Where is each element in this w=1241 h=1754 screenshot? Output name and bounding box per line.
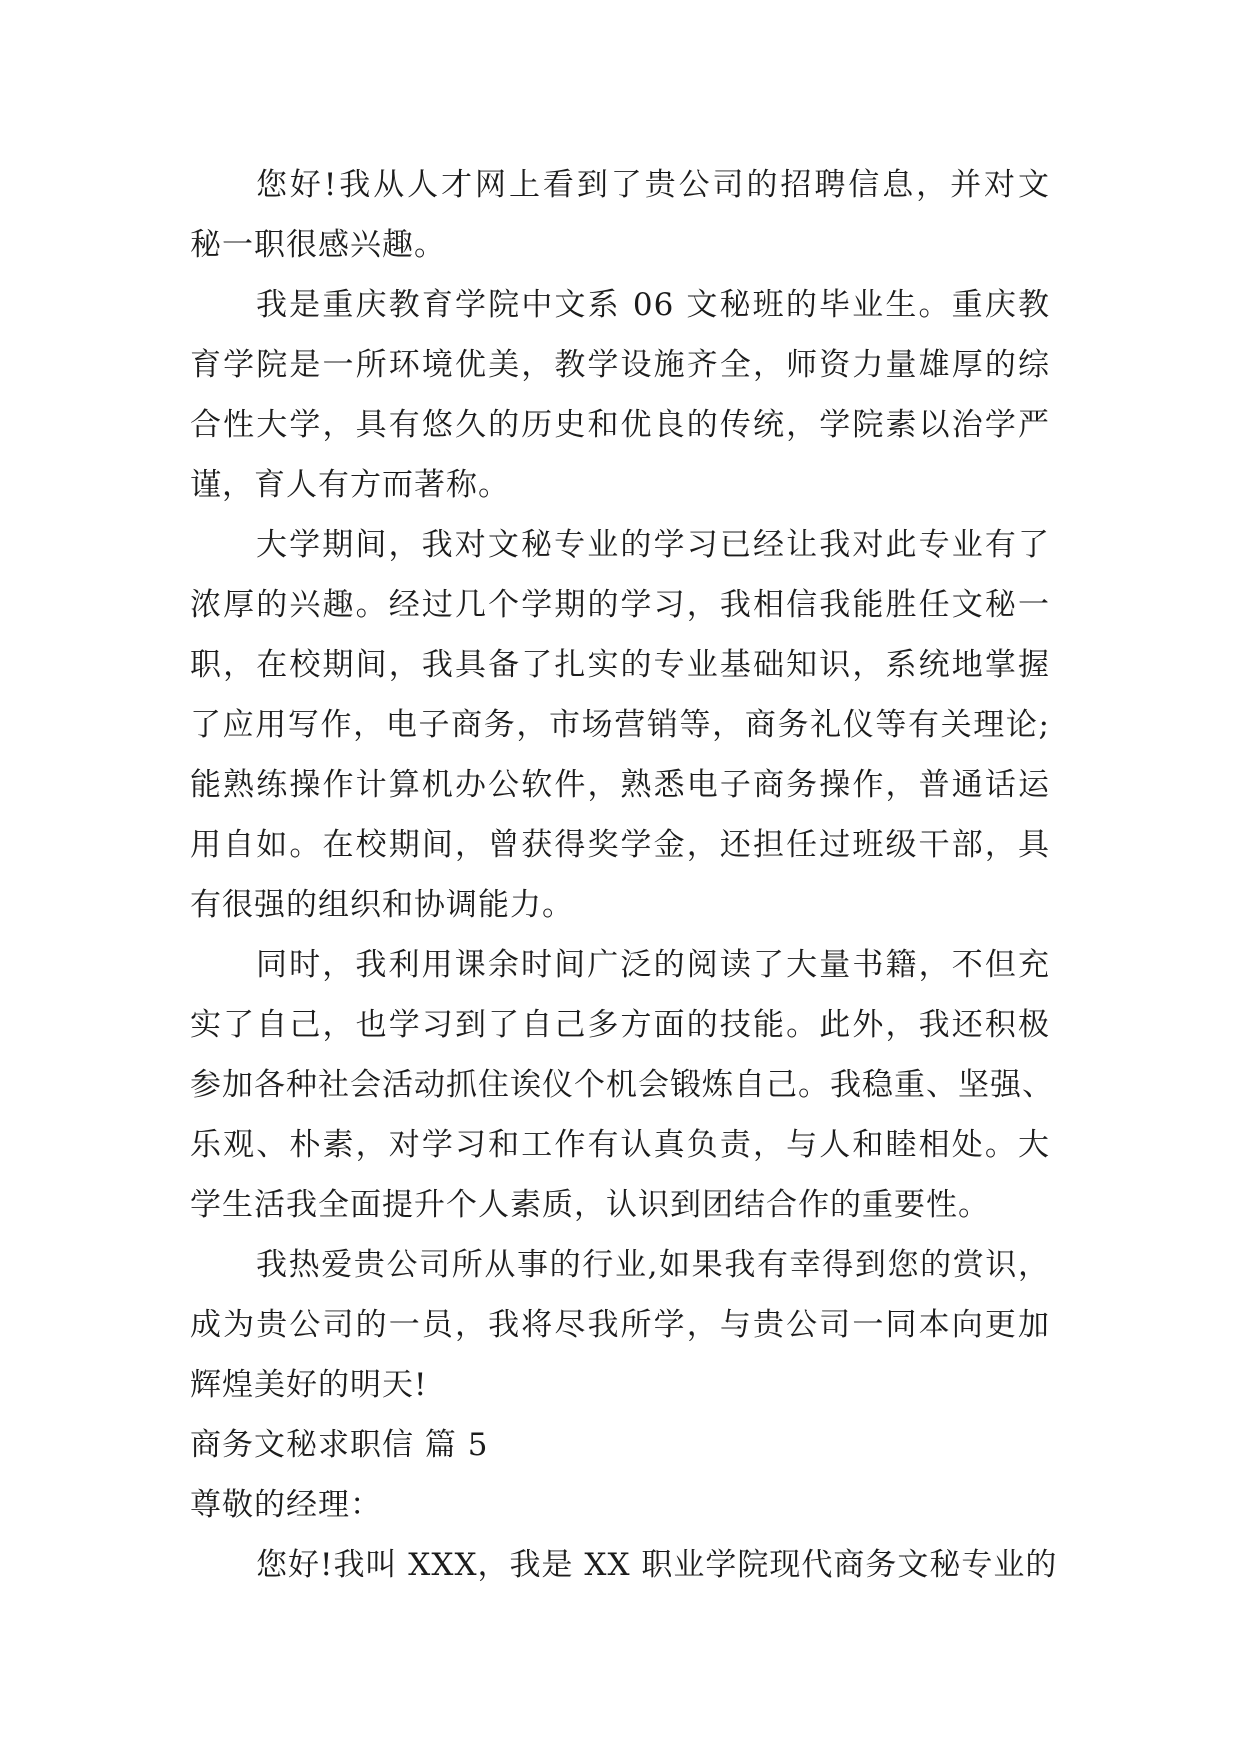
text-line: 乐观、朴素，对学习和工作有认真负责，与人和睦相处。大 bbox=[190, 1127, 1050, 1163]
text-line: 秘一职很感兴趣。 bbox=[190, 227, 446, 263]
text-line: 学生活我全面提升个人素质，认识到团结合作的重要性。 bbox=[190, 1187, 990, 1223]
text-line: 实了自己，也学习到了自己多方面的技能。此外，我还积极 bbox=[190, 1007, 1050, 1043]
text-line: 您好!我叫 XXX，我是 XX 职业学院现代商务文秘专业的 bbox=[256, 1547, 1058, 1583]
text-line: 浓厚的兴趣。经过几个学期的学习，我相信我能胜任文秘一 bbox=[190, 587, 1050, 623]
text-line: 辉煌美好的明天! bbox=[190, 1367, 428, 1403]
text-line: 能熟练操作计算机办公软件，熟悉电子商务操作，普通话运 bbox=[190, 767, 1050, 803]
text-line: 合性大学，具有悠久的历史和优良的传统，学院素以治学严 bbox=[190, 407, 1050, 443]
text-line: 职，在校期间，我具备了扎实的专业基础知识，系统地掌握 bbox=[190, 647, 1050, 683]
text-line: 用自如。在校期间，曾获得奖学金，还担任过班级干部，具 bbox=[190, 827, 1050, 863]
text-line: 育学院是一所环境优美，教学设施齐全，师资力量雄厚的综 bbox=[190, 347, 1050, 383]
text-line: 成为贵公司的一员，我将尽我所学，与贵公司一同本向更加 bbox=[190, 1307, 1050, 1343]
text-line: 我是重庆教育学院中文系 06 文秘班的毕业生。重庆教 bbox=[256, 287, 1050, 323]
text-line: 谨，育人有方而著称。 bbox=[190, 467, 510, 503]
text-line: 大学期间，我对文秘专业的学习已经让我对此专业有了 bbox=[256, 527, 1050, 563]
text-line: 同时，我利用课余时间广泛的阅读了大量书籍，不但充 bbox=[256, 947, 1050, 983]
text-line: 了应用写作，电子商务，市场营销等，商务礼仪等有关理论; bbox=[190, 707, 1050, 743]
text-line: 有很强的组织和协调能力。 bbox=[190, 887, 574, 923]
section-heading: 商务文秘求职信 篇 5 bbox=[190, 1427, 489, 1463]
text-line: 我热爱贵公司所从事的行业,如果我有幸得到您的赏识， bbox=[256, 1247, 1050, 1283]
text-line: 参加各种社会活动抓住诶仪个机会锻炼自己。我稳重、坚强、 bbox=[190, 1067, 1054, 1103]
text-line: 您好!我从人才网上看到了贵公司的招聘信息，并对文 bbox=[256, 167, 1050, 203]
salutation: 尊敬的经理： bbox=[190, 1487, 382, 1523]
